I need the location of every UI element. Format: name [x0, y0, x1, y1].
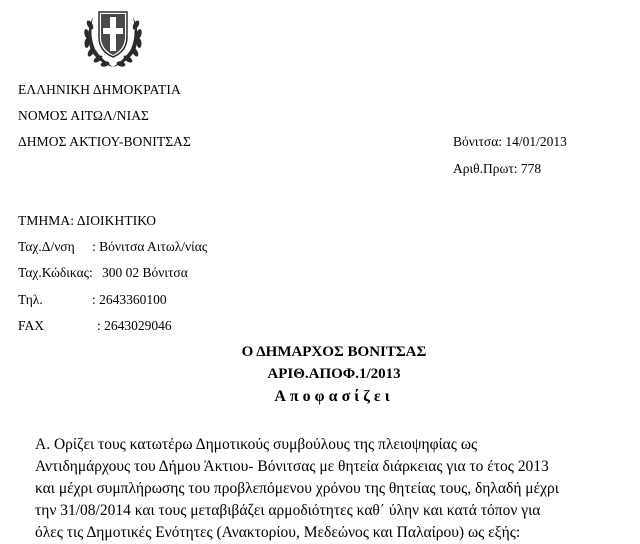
header-prefecture: ΝΟΜΟΣ ΑΙΤΩΛ/ΝΙΑΣ	[18, 108, 150, 123]
fax-value: : 2643029046	[97, 318, 172, 333]
body-line: Α. Ορίζει τους κατωτέρω Δημοτικούς συμβούλους της πλειοψηφίας ως	[35, 436, 478, 453]
decision-body	[35, 434, 635, 544]
header-municipality: ΔΗΜΟΣ ΑΚΤΙΟΥ-ΒΟΝΙΤΣΑΣ	[18, 134, 191, 149]
decision-verb: Αποφασίζει	[274, 388, 394, 405]
phone-label: Τηλ.	[18, 292, 43, 307]
postal-label: Ταχ.Κώδικας:	[18, 265, 93, 280]
protocol-number: Αριθ.Πρωτ: 778	[453, 161, 542, 176]
header-country: ΕΛΛΗΝΙΚΗ ΔΗΜΟΚΡΑΤΙΑ	[18, 82, 181, 97]
address-label: Ταχ.Δ/νση	[18, 239, 75, 254]
address-value: : Βόνιτσα Αιτωλ/νίας	[92, 239, 208, 254]
decision-title: Ο ΔΗΜΑΡΧΟΣ ΒΟΝΙΤΣΑΣ	[241, 344, 427, 360]
postal-value: 300 02 Βόνιτσα	[102, 265, 188, 280]
body-line: και μέχρι συμπλήρωσης του προβλεπόμενου χρόνου της θητείας τους, δηλαδή μέχρι	[35, 480, 559, 497]
document-date: Βόνιτσα: 14/01/2013	[453, 134, 567, 149]
decision-number: ΑΡΙΘ.ΑΠΟΦ.1/2013	[267, 366, 401, 382]
body-line: Αντιδημάρχους του Δήμου Άκτιου- Βόνιτσας με θητεία διάρκειας για το έτος 2013	[35, 458, 549, 475]
greek-coat-of-arms-emblem	[79, 7, 147, 69]
fax-label: FAX	[18, 318, 45, 333]
phone-value: : 2643360100	[92, 292, 167, 307]
body-line: την 31/08/2014 και τους μεταβιβάζει αρμοδιότητες καθ΄ ύλην και κατά τόπον για	[35, 502, 541, 519]
department-label: ΤΜΗΜΑ: ΔΙΟΙΚΗΤΙΚΟ	[18, 213, 157, 228]
body-line: όλες τις Δημοτικές Ενότητες (Ανακτορίου, Μεδεώνος και Παλαίρου) ως εξής:	[35, 524, 521, 541]
